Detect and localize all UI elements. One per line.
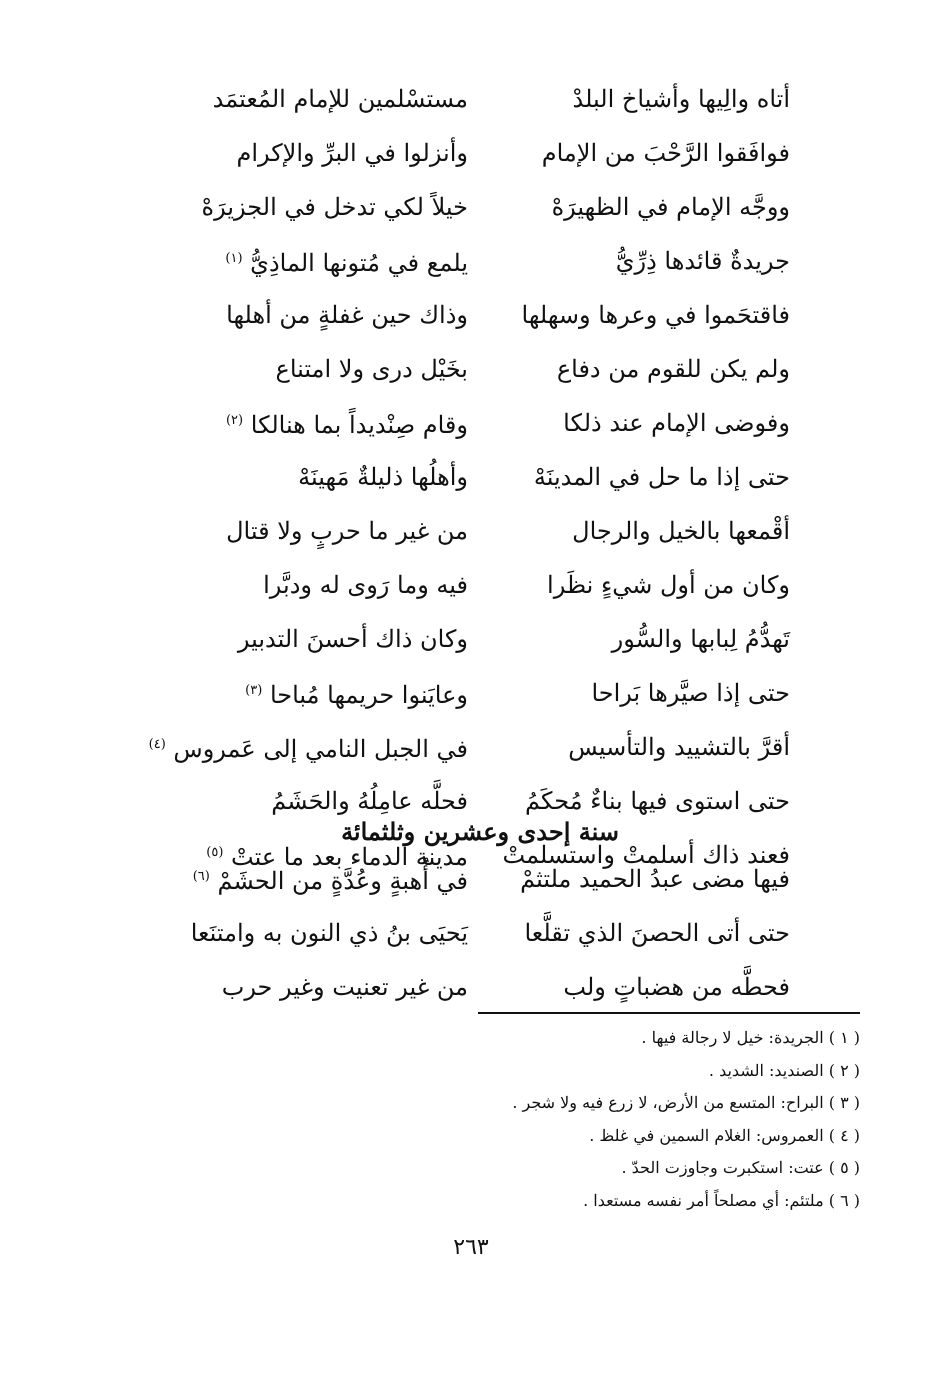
hemistich-left: من غير ما حربٍ ولا قتال xyxy=(226,517,468,545)
footnote: ( ٤ ) العمروس: الغلام السمين في غلظ . xyxy=(589,1125,860,1145)
hemistich-left xyxy=(160,850,480,908)
hemistich-left xyxy=(160,664,480,722)
hemistich-left: فحلَّه عامِلُهُ والحَشَمُ xyxy=(271,787,468,815)
hemistich-right: حتى استوى فيها بناءٌ مُحكَمُ xyxy=(525,787,790,815)
hemistich-text: وعايَنوا حريمها مُباحا xyxy=(269,681,468,709)
hemistich-left: بخَيْل درى ولا امتناع xyxy=(275,355,468,383)
footnote-marker: (١) xyxy=(225,251,243,266)
verse-line xyxy=(160,906,800,960)
verse-line xyxy=(160,504,800,558)
hemistich-right: وكان من أول شيءٍ نظَرا xyxy=(547,571,790,599)
footnote: ( ٣ ) البراح: المتسع من الأرض، لا زرع فيه ولا شجر . xyxy=(512,1093,860,1112)
footnote-marker: (٦) xyxy=(192,869,210,884)
verse-line xyxy=(160,234,800,288)
hemistich-right: أقْمعها بالخيل والرجال xyxy=(572,517,790,545)
hemistich-text: وقام صِنْديداً بما هنالكا xyxy=(250,411,468,439)
hemistich-left: من غير تعنيت وغير حرب xyxy=(221,973,468,1001)
hemistich-left xyxy=(160,394,480,452)
verse-line xyxy=(160,126,800,180)
footnotes xyxy=(300,1022,860,1217)
hemistich-right: تَهدُّمُ لِبابها والسُّور xyxy=(611,625,790,653)
hemistich-text: في الجبل النامي إلى عَمروس xyxy=(173,735,468,763)
hemistich-right: جريدةٌ قائدها ذِرِّيُّ xyxy=(615,247,790,275)
footnote-marker: (٤) xyxy=(148,737,166,752)
hemistich-left xyxy=(160,232,480,290)
hemistich-right: حتى إذا ما حل في المدينَهْ xyxy=(533,463,790,491)
hemistich-right: فيها مضى عبدُ الحميد ملتثمْ xyxy=(520,865,790,893)
hemistich-text: مدينة الدماء بعد ما عتتْ xyxy=(231,843,468,871)
hemistich-right: حتى إذا صيَّرها بَراحا xyxy=(591,679,790,707)
hemistich-right: أتاه والِيها وأشياخ البلدْ xyxy=(572,85,790,113)
hemistich-left: وذاك حين غفلةٍ من أهلها xyxy=(226,301,468,329)
hemistich-right: أقرَّ بالتشييد والتأسيس xyxy=(568,733,790,761)
page-number: ٢٦٣ xyxy=(453,1235,489,1260)
hemistich-left: فيه وما رَوى له ودبَّرا xyxy=(263,571,468,599)
hemistich-left xyxy=(148,718,480,776)
poem-top xyxy=(148,72,800,882)
hemistich-right: فعند ذاك أسلمتْ واستسلمتْ xyxy=(502,841,790,869)
verse-line xyxy=(160,960,800,1014)
hemistich-left: وأنزلوا في البرِّ والإكرام xyxy=(236,139,468,167)
verse-line xyxy=(160,180,800,234)
hemistich-left: مستسْلمين للإمام المُعتمَد xyxy=(212,85,468,113)
section-heading: سنة إحدى وعشرين وثلثمائة xyxy=(341,817,619,846)
hemistich-right: ولم يكن للقوم من دفاع xyxy=(556,355,790,383)
footnote: ( ١ ) الجريدة: خيل لا رجالة فيها . xyxy=(641,1028,860,1047)
footnote-marker: (٣) xyxy=(245,683,263,698)
verse-line xyxy=(160,612,800,666)
hemistich-left: وكان ذاك أحسنَ التدبير xyxy=(237,625,468,653)
hemistich-right: وفوضى الإمام عند ذلكا xyxy=(563,409,790,437)
poem-bottom xyxy=(160,852,800,1014)
verse-line xyxy=(160,450,800,504)
hemistich-right: ووجَّه الإمام في الظهيرَهْ xyxy=(551,193,790,221)
footnote-marker: (٥) xyxy=(206,845,224,860)
hemistich-left: يَحيَى بنُ ذي النون به وامتنَعا xyxy=(190,919,468,947)
footnote: ( ٦ ) ملتئم: أي مصلحاً أمر نفسه مستعدا . xyxy=(583,1190,860,1210)
hemistich-text: في أُهبةٍ وعُدَّةٍ من الحشَمْ xyxy=(217,867,468,895)
footnote-marker: (٢) xyxy=(225,413,244,428)
hemistich-text: يلمع في مُتونها الماذِيُّ xyxy=(250,249,468,277)
verse-line xyxy=(160,72,800,126)
hemistich-left: خيلاً لكي تدخل في الجزيرَهْ xyxy=(201,193,468,221)
verse-line xyxy=(160,852,800,906)
hemistich-right: حتى أتى الحصنَ الذي تقلَّعا xyxy=(524,919,790,947)
footnote: ( ٥ ) عتت: استكبرت وجاوزت الحدّ . xyxy=(621,1158,860,1177)
verse-line xyxy=(160,558,800,612)
hemistich-right: فحطَّه من هضباتٍ ولب xyxy=(563,973,790,1001)
footnote-divider xyxy=(478,1012,860,1014)
verse-line xyxy=(160,288,800,342)
hemistich-right: فاقتحَموا في وعرها وسهلها xyxy=(521,301,790,329)
footnote: ( ٢ ) الصنديد: الشديد . xyxy=(708,1060,860,1080)
verse-line xyxy=(160,342,800,396)
verse-line xyxy=(148,720,800,774)
hemistich-right: فوافَقوا الرَّحْبَ من الإمام xyxy=(541,139,790,167)
verse-line xyxy=(160,396,800,450)
hemistich-left: وأهلُها ذليلةٌ مَهينَهْ xyxy=(298,463,468,491)
verse-line xyxy=(160,666,800,720)
